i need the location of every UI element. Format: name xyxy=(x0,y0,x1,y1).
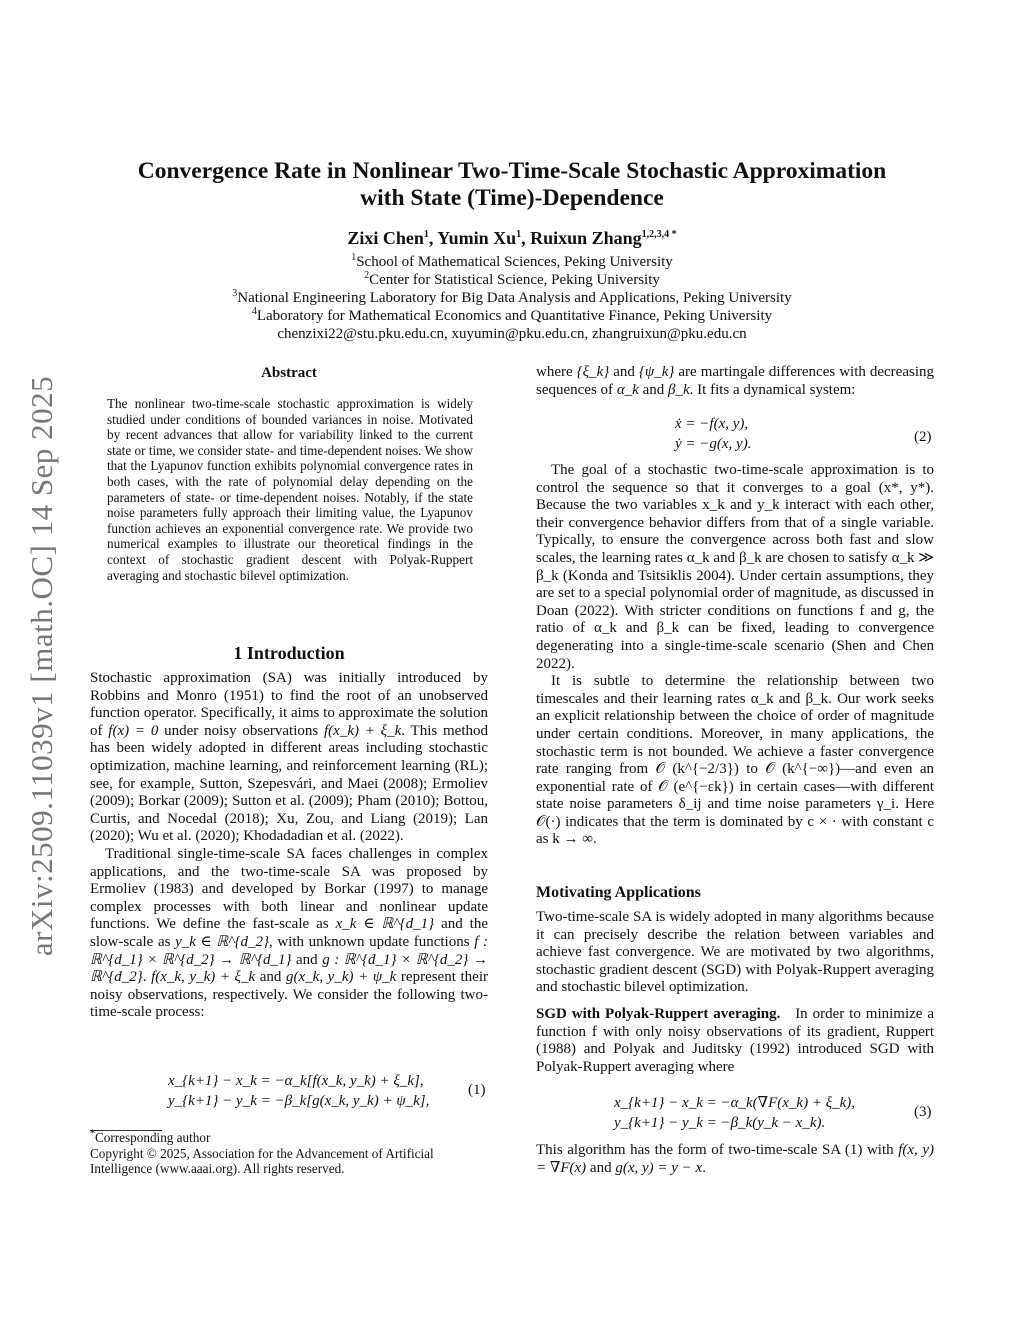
math-inline: {ξ_k} xyxy=(576,364,610,380)
intro-paragraph-1: Stochastic approximation (SA) was initially introduced by Robbins and Monro (1951) to find the root of an unobserved function operator. Specifically, it aims to approximate the solution of f(x) = 0 under noisy observations f(x_k) + ξ_k. This method has been widely adopted in different areas including stochastic optimization, machine learning, and reinforcement learning (RL); see, for example, Sutton, Szepesvári, and Maei (2008); Ermoliev (2009); Borkar (2009); Sutton et al. (2009); Pham (2010); Bottou, Curtis, and Nocedal (2018); Xu, Zou, and Liang (2019); Lan (2020); Wu et al. (2020); Khodadadian et al. (2022). xyxy=(90,670,489,845)
equation-2-line-1: ẋ = −f(x, y), xyxy=(675,416,749,432)
math-inline: f(x_k, y_k) + ξ_k xyxy=(151,969,256,986)
title-line-2: with State (Time)-Dependence xyxy=(360,185,664,211)
author-3-sup: 1,2,3,4 * xyxy=(641,229,677,240)
intro-paragraph-2: Traditional single-time-scale SA faces challenges in complex applications, and the two-time-scale SA was proposed by Ermoliev (1983) and developed by Borkar (1997) to manage complex processes with both linear and nonlinear update functions. We define the fast-scale as x_k ∈ ℝ^{d_1} and the slow-scale as y_k ∈ ℝ^{d_2}, with unknown update functions f : ℝ^{d_1} × ℝ^{d_2} → ℝ^{d_1} and g : ℝ^{d_1} × ℝ^{d_2} → ℝ^{d_2}. f(x_k, y_k) + ξ_k and g(x_k, y_k) + ψ_k represent their noisy observations, respectively. We consider the following two-time-scale process: xyxy=(90,845,488,1021)
right-paragraph-5: This algorithm has the form of two-time-scale SA (1) with f(x, y) = ∇F(x) and g(x, y) = y − x. xyxy=(536,1142,934,1176)
math-inline: g : ℝ^{d_1} × ℝ^{d_2} → ℝ^{d_2} xyxy=(90,951,488,986)
math-inline: β_k xyxy=(668,381,690,398)
affiliation-2-text: Center for Statistical Science, Peking University xyxy=(369,272,660,288)
paragraph-run-in-heading: SGD with Polyak-Ruppert averaging. xyxy=(536,1005,781,1022)
affiliations xyxy=(0,253,1024,343)
right-paragraph-1: The goal of a stochastic two-time-scale approximation is to control the sequence so that it converges to a goal (x*, y*). Because the two variables x_k and y_k interact with each other, their convergence behavior differs from that of a single variable. Typically, to ensure the convergence across both fast and slow scales, the learning rates α_k and β_k are chosen to satisfy α_k ≫ β_k (Konda and Tsitsiklis 2004). Under certain assumptions, they are set to a special polynomial order of magnitude, as discussed in Doan (2022). With stricter conditions on functions f and g, the ratio of α_k and β_k can be fixed, leading to convergence degenerating into a single-time-scale scenario (Shen and Chen 2022). xyxy=(536,462,934,672)
motivating-applications-heading: Motivating Applications xyxy=(536,884,701,901)
right-column-applications xyxy=(536,909,934,1076)
affiliation-3-sup: 3 xyxy=(232,288,238,299)
author-2: Yumin Xu xyxy=(437,228,517,248)
equation-1 xyxy=(168,1071,429,1111)
affiliation-1 xyxy=(0,253,1024,271)
affiliation-4-text: Laboratory for Mathematical Economics and Quantitative Finance, Peking University xyxy=(256,308,773,324)
affiliation-3 xyxy=(0,289,1024,307)
copyright-notice: Copyright © 2025, Association for the Advancement of Artificial Intelligence (www.aaai.org). All rights reserved. xyxy=(90,1145,434,1176)
affiliation-2-sup: 2 xyxy=(364,270,370,281)
equation-3-line-1: x_{k+1} − x_k = −α_k(∇F(x_k) + ξ_k), xyxy=(614,1095,856,1111)
abstract-body: The nonlinear two-time-scale stochastic approximation is widely studied under conditions of bounded variances in noise. Motivated by recent advances that allow for variability linked to the current state or time, we consider state- and time-dependent noises. We show that the Lyapunov function exhibits polynomial convergence rates in both cases, with the rate of polynomial delay depending on the parameters of state- or time-dependent noises. Notably, if the state noise parameters fully approach their limiting value, the Lyapunov function achieves an exponential convergence rate. We provide two numerical examples to illustrate our theoretical findings in the context of stochastic gradient descent with Polyak-Ruppert averaging and stochastic bilevel optimization. xyxy=(107,396,473,583)
affiliation-1-text: School of Mathematical Sciences, Peking University xyxy=(356,254,673,270)
math-inline: α_k xyxy=(616,381,639,398)
equation-1-number: (1) xyxy=(468,1082,486,1098)
author-list: Zixi Chen$^1$, Yumin Xu$^1$, Ruixun Zhang$^{1,2,3,4 *}$ xyxy=(347,228,677,248)
math-inline: g(x, y) = y − x xyxy=(615,1159,703,1176)
equation-3 xyxy=(614,1093,855,1133)
left-column-text xyxy=(90,670,488,1022)
right-column-intro xyxy=(536,364,934,399)
footnote-text: Corresponding author xyxy=(95,1130,211,1145)
abstract-heading: Abstract xyxy=(261,365,317,381)
right-column-closing xyxy=(536,1142,934,1177)
author-1-sup: 1 xyxy=(423,229,429,240)
right-paragraph-2: It is subtle to determine the relationship between two timescales and their learning rates α_k and β_k. Our work seeks an explicit relationship between the choice of order of magnitude under certain conditions. Moreover, in many applications, the stochastic term is not bounded. We achieve a faster convergence rate ranging from 𝒪 (k^{−2/3}) to 𝒪 (k^{−∞})—and even an exponential rate of 𝒪 (e^{−εk}) in certain cases—with different state noise parameters δ_ij and time noise parameters γ_i. Here 𝒪(·) indicates that the term is dominated by c × · with constant c as k → ∞. xyxy=(536,673,934,848)
footnote-corresponding xyxy=(90,1130,490,1146)
author-3: Ruixun Zhang xyxy=(530,228,642,248)
math-inline: f(x) = 0 xyxy=(108,722,159,739)
paragraph-4-text: In order to minimize a function f with only noisy observations of its gradient, Ruppert (1988) and Polyak and Juditsky (1992) introduced SGD with Polyak-Ruppert averaging where xyxy=(536,1005,935,1075)
author-2-sup: 1 xyxy=(516,229,522,240)
affiliation-4 xyxy=(0,307,1024,325)
affiliation-2 xyxy=(0,271,1024,289)
equation-3-line-2: y_{k+1} − y_k = −β_k(y_k − x_k). xyxy=(614,1115,826,1131)
right-paragraph-0: where {ξ_k} and {ψ_k} are martingale differences with decreasing sequences of α_k and β_k. It fits a dynamical system: xyxy=(536,364,934,398)
affiliation-1-sup: 1 xyxy=(351,252,357,263)
math-inline: f(x_k) + ξ_k xyxy=(324,722,402,739)
right-paragraph-3: Two-time-scale SA is widely adopted in many algorithms because it can precisely describe the relation between variables and achieve fast convergence. We are motivated by two algorithms, stochastic gradient descent (SGD) with Polyak-Ruppert averaging and stochastic bilevel optimization. xyxy=(536,909,934,996)
equation-2 xyxy=(675,414,751,454)
author-emails: chenzixi22@stu.pku.edu.cn, xuyumin@pku.edu.cn, zhangruixun@pku.edu.cn xyxy=(277,326,747,342)
right-paragraph-4 xyxy=(536,1006,934,1076)
section-introduction-heading: 1 Introduction xyxy=(233,643,345,663)
math-inline: f : ℝ^{d_1} × ℝ^{d_2} → ℝ^{d_1} xyxy=(90,933,488,968)
math-inline: y_k ∈ ℝ^{d_2} xyxy=(175,933,269,950)
equation-2-number: (2) xyxy=(914,429,932,445)
footnote-mark: * xyxy=(90,1128,95,1140)
paper-title xyxy=(0,158,1024,212)
affiliation-4-sup: 4 xyxy=(251,306,257,317)
arxiv-side-stamp: arXiv:2509.11039v1 [math.OC] 14 Sep 2025 xyxy=(24,375,59,957)
math-inline: g(x_k, y_k) + ψ_k xyxy=(286,969,397,986)
affiliation-3-text: National Engineering Laboratory for Big Data Analysis and Applications, Peking University xyxy=(237,290,792,306)
equation-2-line-2: ẏ = −g(x, y). xyxy=(675,436,752,452)
footnote xyxy=(90,1130,490,1177)
author-1: Zixi Chen xyxy=(347,228,424,248)
math-inline: {ψ_k} xyxy=(638,364,675,380)
math-inline: f(x, y) = ∇F(x) xyxy=(536,1142,934,1176)
equation-3-number: (3) xyxy=(914,1104,932,1120)
equation-1-line-2: y_{k+1} − y_k = −β_k[g(x_k, y_k) + ψ_k], xyxy=(168,1093,430,1109)
math-inline: x_k ∈ ℝ^{d_1} xyxy=(335,916,435,933)
right-column-text xyxy=(536,462,934,849)
equation-1-line-1: x_{k+1} − x_k = −α_k[f(x_k, y_k) + ξ_k], xyxy=(168,1073,424,1089)
title-line-1: Convergence Rate in Nonlinear Two-Time-Scale Stochastic Approximation xyxy=(137,158,887,184)
